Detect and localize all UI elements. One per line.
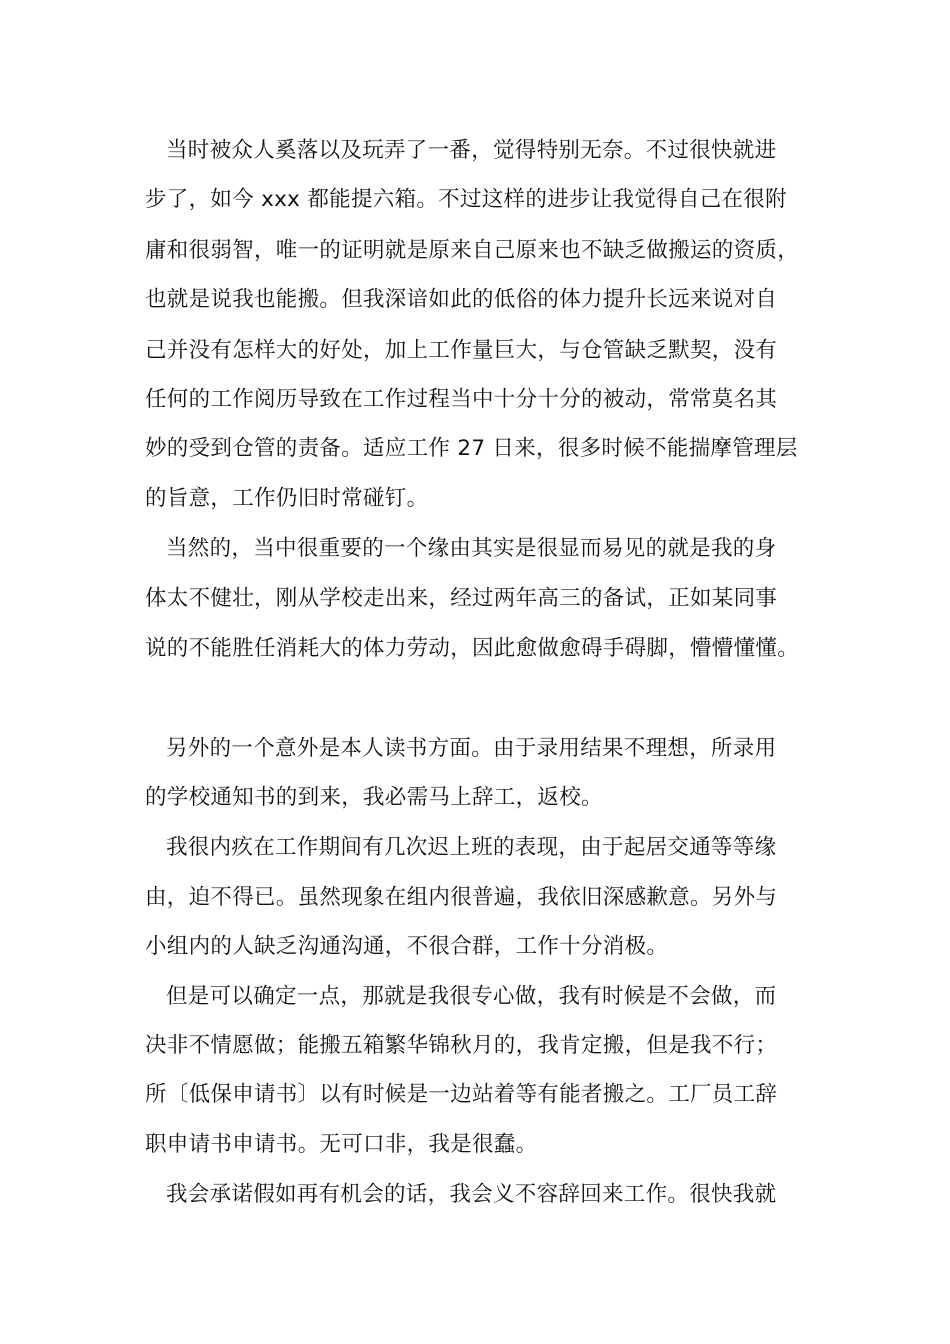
text-line: 另外的一个意外是本人读书方面。由于录用结果不理想，所录用 (166, 736, 777, 761)
text-line: 任何的工作阅历导致在工作过程当中十分十分的被动，常常莫名其 (145, 387, 778, 412)
text-line: 所〔低保申请书〕以有时候是一边站着等有能者搬之。工厂员工辞 (145, 1082, 778, 1107)
text-line: 由，迫不得已。虽然现象在组内很普遍，我依旧深感歉意。另外与 (145, 885, 778, 910)
text-line: 的学校通知书的到来，我必需马上辞工，返校。 (145, 785, 603, 810)
text-line: 步了，如今 xxx 都能提六箱。不过这样的进步让我觉得自己在很附 (145, 187, 787, 212)
text-line: 的旨意，工作仍旧时常碰钉。 (145, 486, 429, 511)
text-line: 职申请书申请书。无可口非，我是很蠢。 (145, 1132, 538, 1157)
text-line: 妙的受到仓管的责备。适应工作 27 日来，很多时候不能揣摩管理层 (145, 436, 798, 461)
text-line: 庸和很弱智，唯一的证明就是原来自己原来也不缺乏做搬运的资质， (145, 238, 800, 263)
text-line: 也就是说我也能搬。但我深谙如此的低俗的体力提升长远来说对自 (145, 287, 778, 312)
text-line: 当然的，当中很重要的一个缘由其实是很显而易见的就是我的身 (166, 536, 777, 561)
text-line: 当时被众人奚落以及玩弄了一番，觉得特别无奈。不过很快就进 (166, 138, 777, 163)
text-line: 我会承诺假如再有机会的话，我会义不容辞回来工作。很快我就 (166, 1182, 777, 1207)
text-line: 小组内的人缺乏沟通沟通，不很合群，工作十分消极。 (145, 934, 669, 959)
text-line: 体太不健壮，刚从学校走出来，经过两年高三的备试，正如某同事 (145, 586, 778, 611)
text-line: 己并没有怎样大的好处，加上工作量巨大，与仓管缺乏默契，没有 (145, 338, 778, 363)
text-line: 我很内疚在工作期间有几次迟上班的表现，由于起居交通等等缘 (166, 835, 777, 860)
text-line: 但是可以确定一点，那就是我很专心做，我有时候是不会做，而 (166, 984, 777, 1009)
text-line: 决非不情愿做；能搬五箱繁华锦秋月的，我肯定搬，但是我不行； (145, 1033, 778, 1058)
text-line: 说的不能胜任消耗大的体力劳动，因此愈做愈碍手碍脚，懵懵懂懂。 (145, 636, 800, 661)
